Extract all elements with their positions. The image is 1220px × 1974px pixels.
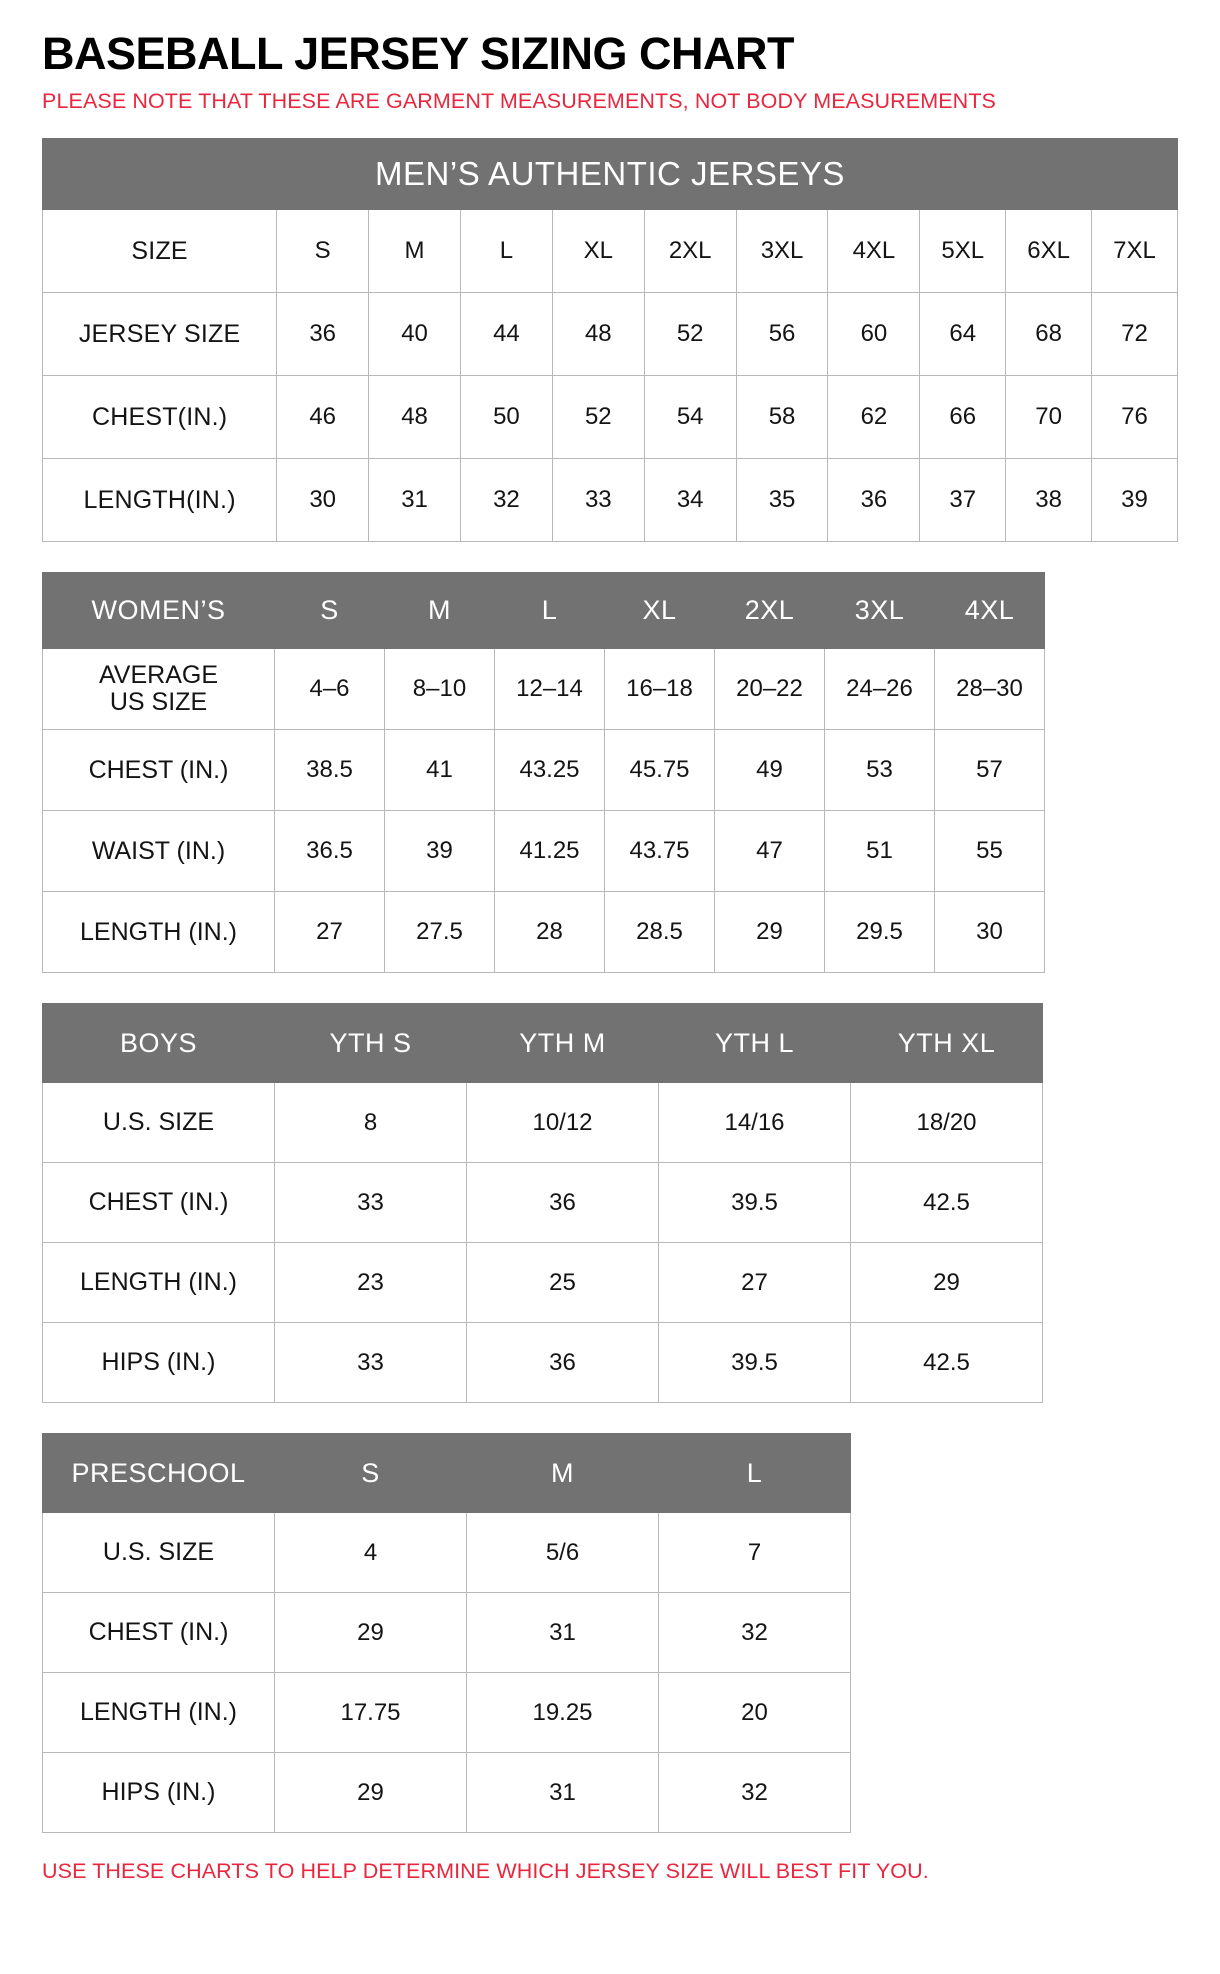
table-cell: 27 [275,892,385,973]
column-header: XL [605,573,715,649]
table-cell: 6XL [1006,210,1092,293]
column-header: YTH S [275,1004,467,1083]
table-cell: 39 [385,811,495,892]
table-cell: 70 [1006,376,1092,459]
table-cell: 27.5 [385,892,495,973]
table-cell: 40 [369,293,461,376]
mens-table-banner-row [43,139,1178,210]
column-header: YTH L [659,1004,851,1083]
row-label: CHEST(IN.) [43,376,277,459]
table-row [43,730,1045,811]
table-cell: 32 [460,459,552,542]
table-cell: 28.5 [605,892,715,973]
table-cell: 47 [715,811,825,892]
measurement-note: PLEASE NOTE THAT THESE ARE GARMENT MEASUREMENTS, NOT BODY MEASUREMENTS [42,89,996,114]
table-cell: 23 [275,1243,467,1323]
table-cell: 30 [935,892,1045,973]
table-cell: 58 [736,376,828,459]
table-cell: 44 [460,293,552,376]
row-label-line2: US SIZE [109,688,208,717]
table-cell: 10/12 [467,1083,659,1163]
table-cell: 20 [659,1673,851,1753]
mens-table-banner: MEN’S AUTHENTIC JERSEYS [43,139,1178,210]
column-header: 2XL [715,573,825,649]
row-label: HIPS (IN.) [43,1323,275,1403]
womens-table-header-row [43,573,1045,649]
womens-sizing-table [42,572,1045,973]
table-cell: M [369,210,461,293]
table-cell: 38.5 [275,730,385,811]
table-cell: 17.75 [275,1673,467,1753]
table-cell: 36 [467,1163,659,1243]
table-cell: 33 [275,1323,467,1403]
boys-sizing-table [42,1003,1043,1403]
table-cell: 18/20 [851,1083,1043,1163]
table-cell: 29 [275,1593,467,1673]
row-label-line1: AVERAGE [98,660,219,689]
table-cell: 43.25 [495,730,605,811]
table-cell: 29 [275,1753,467,1833]
table-cell: 60 [828,293,920,376]
table-cell: 52 [644,293,736,376]
table-row [43,1243,1043,1323]
table-cell: 29.5 [825,892,935,973]
row-label: WAIST (IN.) [43,811,275,892]
table-cell: 43.75 [605,811,715,892]
table-row [43,1083,1043,1163]
table-cell: 72 [1091,293,1177,376]
row-label [43,649,275,730]
column-header: M [467,1434,659,1513]
table-cell: 49 [715,730,825,811]
row-label: CHEST (IN.) [43,730,275,811]
table-cell: 36 [828,459,920,542]
table-cell: 48 [552,293,644,376]
table-cell: 33 [275,1163,467,1243]
table-cell: 33 [552,459,644,542]
table-cell: 14/16 [659,1083,851,1163]
table-cell: 55 [935,811,1045,892]
table-cell: 32 [659,1593,851,1673]
table-cell: 2XL [644,210,736,293]
table-cell: 20–22 [715,649,825,730]
row-label: CHEST (IN.) [43,1163,275,1243]
boys-header-label: BOYS [43,1004,275,1083]
table-cell: 36 [277,293,369,376]
table-cell: 62 [828,376,920,459]
table-row [43,376,1178,459]
table-cell: 46 [277,376,369,459]
table-cell: 19.25 [467,1673,659,1753]
table-cell: 56 [736,293,828,376]
table-cell: 64 [920,293,1006,376]
page-title: BASEBALL JERSEY SIZING CHART [42,28,794,79]
table-cell: 32 [659,1753,851,1833]
row-label: U.S. SIZE [43,1083,275,1163]
table-cell: 68 [1006,293,1092,376]
table-cell: 30 [277,459,369,542]
boys-table-header-row [43,1004,1043,1083]
table-cell: 48 [369,376,461,459]
table-cell: 36 [467,1323,659,1403]
table-cell: 34 [644,459,736,542]
table-cell: 5XL [920,210,1006,293]
table-cell: 7 [659,1513,851,1593]
table-row [43,210,1178,293]
row-label: LENGTH (IN.) [43,1673,275,1753]
table-cell: 37 [920,459,1006,542]
table-cell: 31 [467,1593,659,1673]
column-header: YTH XL [851,1004,1043,1083]
table-cell: 39 [1091,459,1177,542]
table-cell: 41 [385,730,495,811]
table-cell: 16–18 [605,649,715,730]
table-cell: 24–26 [825,649,935,730]
row-label: LENGTH(IN.) [43,459,277,542]
preschool-header-label: PRESCHOOL [43,1434,275,1513]
column-header: 3XL [825,573,935,649]
table-cell: 4XL [828,210,920,293]
column-header: 4XL [935,573,1045,649]
table-cell: 66 [920,376,1006,459]
row-label: LENGTH (IN.) [43,1243,275,1323]
column-header: L [495,573,605,649]
column-header: L [659,1434,851,1513]
table-cell: 35 [736,459,828,542]
column-header: M [385,573,495,649]
table-cell: 57 [935,730,1045,811]
table-row [43,892,1045,973]
table-row [43,1513,851,1593]
table-cell: 3XL [736,210,828,293]
column-header: S [275,573,385,649]
table-cell: 4 [275,1513,467,1593]
table-cell: 53 [825,730,935,811]
table-cell: 52 [552,376,644,459]
table-cell: 50 [460,376,552,459]
table-cell: 38 [1006,459,1092,542]
row-label: U.S. SIZE [43,1513,275,1593]
table-cell: 51 [825,811,935,892]
table-cell: 5/6 [467,1513,659,1593]
table-cell: S [277,210,369,293]
preschool-table-header-row [43,1434,851,1513]
table-cell: 7XL [1091,210,1177,293]
row-label: HIPS (IN.) [43,1753,275,1833]
table-row [43,1593,851,1673]
table-cell: XL [552,210,644,293]
table-row [43,459,1178,542]
table-cell: 29 [851,1243,1043,1323]
mens-sizing-table [42,138,1178,542]
row-label: CHEST (IN.) [43,1593,275,1673]
row-label: JERSEY SIZE [43,293,277,376]
table-row [43,649,1045,730]
table-row [43,1753,851,1833]
preschool-sizing-table [42,1433,851,1833]
table-cell: 27 [659,1243,851,1323]
table-row [43,293,1178,376]
table-cell: 41.25 [495,811,605,892]
row-label: LENGTH (IN.) [43,892,275,973]
table-cell: 29 [715,892,825,973]
table-cell: 28–30 [935,649,1045,730]
table-cell: 36.5 [275,811,385,892]
table-cell: 42.5 [851,1163,1043,1243]
footer-note: USE THESE CHARTS TO HELP DETERMINE WHICH JERSEY SIZE WILL BEST FIT YOU. [42,1859,929,1884]
table-cell: 31 [369,459,461,542]
table-row [43,1163,1043,1243]
table-cell: 4–6 [275,649,385,730]
table-cell: 76 [1091,376,1177,459]
table-cell: 28 [495,892,605,973]
table-cell: 25 [467,1243,659,1323]
womens-header-label: WOMEN’S [43,573,275,649]
table-cell: 8–10 [385,649,495,730]
row-label: SIZE [43,210,277,293]
table-cell: 45.75 [605,730,715,811]
column-header: YTH M [467,1004,659,1083]
table-row [43,1673,851,1753]
table-cell: 39.5 [659,1163,851,1243]
table-cell: 12–14 [495,649,605,730]
table-row [43,1323,1043,1403]
table-row [43,811,1045,892]
table-cell: L [460,210,552,293]
column-header: S [275,1434,467,1513]
table-cell: 31 [467,1753,659,1833]
table-cell: 39.5 [659,1323,851,1403]
table-cell: 8 [275,1083,467,1163]
table-cell: 54 [644,376,736,459]
table-cell: 42.5 [851,1323,1043,1403]
